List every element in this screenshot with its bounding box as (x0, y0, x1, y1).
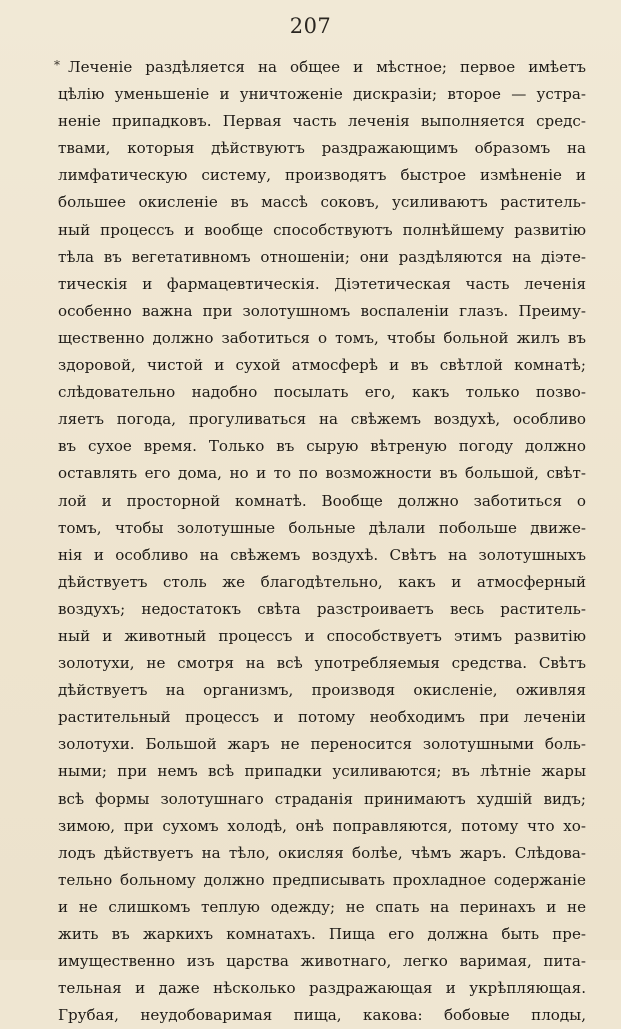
text-line: дѣйствуетъ столь же благодѣтельно, какъ и атмосферный (58, 572, 586, 591)
text-line: твами, которыя дѣйствуютъ раздражающимъ образомъ на (58, 139, 586, 158)
text-line: Грубая, неудобоваримая пища, какова: бобовые плоды, (58, 1006, 586, 1025)
text-line: дѣйствуетъ на организмъ, производя окисленіе, оживляя (58, 681, 586, 700)
text-line: золотухи, не смотря на всѣ употребляемыя средства. Свѣтъ (58, 654, 586, 673)
text-line: воздухъ; недостатокъ свѣта разстроиваетъ весь раститель- (58, 599, 586, 618)
text-line: слѣдовательно надобно посылать его, какъ только позво- (58, 383, 586, 402)
text-line: тѣла въ вегетативномъ отношеніи; они раздѣляются на діэте- (58, 247, 586, 266)
text-line: нія и особливо на свѣжемъ воздухѣ. Свѣтъ на золотушныхъ (58, 545, 586, 564)
text-line: жить въ жаркихъ комнатахъ. Пища его должна быть пре- (58, 925, 586, 943)
page-number: 207 (289, 14, 332, 38)
text-line: въ сухое время. Только въ сырую вѣтреную погоду должно (58, 437, 586, 456)
text-line: здоровой, чистой и сухой атмосферѣ и въ свѣтлой комнатѣ; (58, 356, 586, 375)
text-line: особенно важна при золотушномъ воспаленіи глазъ. Преиму- (58, 301, 586, 320)
text-line: тическія и фармацевтическія. Діэтетическая часть леченія (58, 274, 586, 293)
text-line: неніе припадковъ. Первая часть леченія выполняется средс- (58, 112, 586, 131)
text-line: Леченіе раздѣляется на общее и мѣстное; первое имѣетъ (68, 58, 586, 76)
text-line: растительный процессъ и потому необходимъ при леченіи (58, 708, 586, 727)
footnote-mark: * (54, 58, 60, 72)
text-line: лодъ дѣйствуетъ на тѣло, окисляя болѣе, чѣмъ жаръ. Слѣдова- (58, 843, 586, 862)
text-line: ный процессъ и вообще способствуютъ полнѣйшему развитію (58, 220, 586, 239)
text-line: ными; при немъ всѣ припадки усиливаются; въ лѣтніе жары (58, 762, 586, 781)
text-line: и не слишкомъ теплую одежду; не спать на перинахъ и не (58, 897, 586, 916)
text-line: лой и просторной комнатѣ. Вообще должно заботиться о (58, 491, 586, 510)
text-line: тельно больному должно предписывать прохладное содержаніе (58, 870, 586, 889)
text-line: золотухи. Большой жаръ не переносится золотушными боль- (58, 735, 586, 754)
text-line: зимою, при сухомъ холодѣ, онѣ поправляются, потому что хо- (58, 816, 586, 835)
text-line: тельная и даже нѣсколько раздражающая и укрѣпляющая. (58, 979, 586, 998)
text-line: ляетъ погода, прогуливаться на свѣжемъ воздухѣ, особливо (58, 410, 586, 429)
text-line: цѣлію уменьшеніе и уничтоженіе дискразіи; второе — устра- (58, 85, 586, 104)
text-line: всѣ формы золотушнаго страданія принимаютъ худшій видъ; (58, 789, 586, 808)
text-line: томъ, чтобы золотушные больные дѣлали побольше движе- (58, 518, 586, 537)
text-line: лимфатическую систему, производятъ быстрое измѣненіе и (58, 166, 586, 185)
text-line: оставлять его дома, но и то по возможности въ большой, свѣт- (58, 464, 586, 483)
text-line: ный и животный процессъ и способствуетъ этимъ развитію (58, 626, 586, 645)
text-line: имущественно изъ царства животнаго, легко варимая, пита- (58, 952, 586, 971)
text-line: щественно должно заботиться о томъ, чтобы больной жилъ въ (58, 328, 586, 347)
text-line: большее окисленіе въ массѣ соковъ, усиливаютъ раститель- (58, 193, 586, 212)
body-text (58, 54, 586, 1029)
